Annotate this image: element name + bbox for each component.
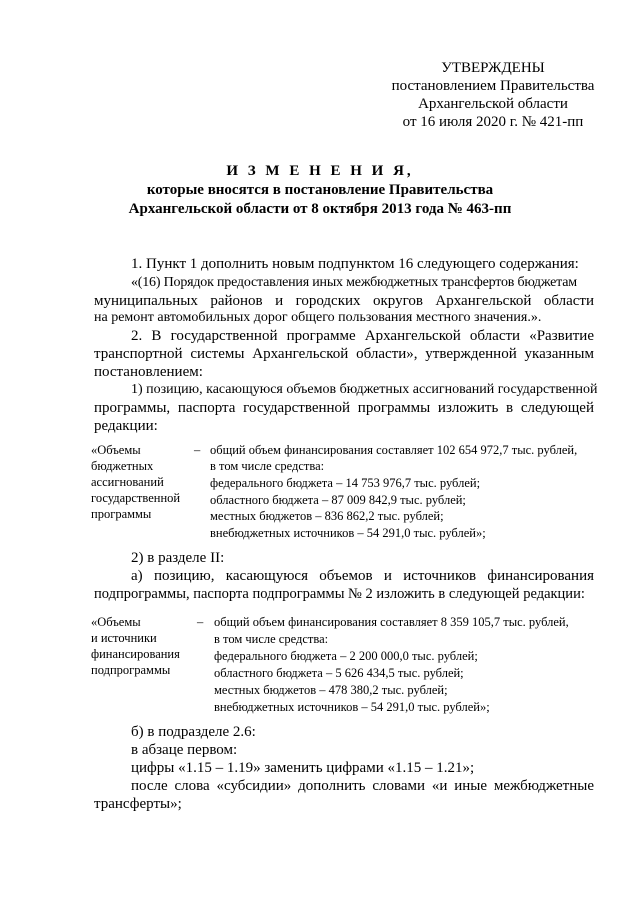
block-2-label-1: «Объемы: [91, 615, 141, 629]
block-2-line-3: федерального бюджета – 2 200 000,0 тыс. рублей;: [214, 649, 478, 663]
paragraph-4-line-3: цифры «1.15 – 1.19» заменить цифрами «1.15 – 1.21»;: [131, 760, 475, 776]
block-2-line-5: местных бюджетов – 478 380,2 тыс. рублей;: [214, 683, 448, 697]
paragraph-2-line-4: 1) позицию, касающуюся объемов бюджетных ассигнований государственной: [131, 382, 598, 397]
title-heading: И З М Е Н Е Н И Я,: [226, 163, 414, 179]
block-1-label-5: программы: [91, 507, 152, 521]
paragraph-4-line-2: в абзаце первом:: [131, 742, 238, 758]
block-2-line-1: общий объем финансирования составляет 8 359 105,7 тыс. рублей,: [214, 615, 569, 629]
paragraph-4-line-4: после слова «субсидии» дополнить словами «и иные межбюджетные: [131, 778, 594, 794]
block-1-line-2: в том числе средства:: [210, 459, 325, 473]
paragraph-4-line-5: трансферты»;: [94, 796, 182, 812]
block-2-line-2: в том числе средства:: [214, 632, 329, 646]
block-1-label-2: бюджетных: [91, 459, 154, 473]
block-1-dash: –: [194, 443, 201, 457]
paragraph-2-line-1: 2. В государственной программе Архангельской области «Развитие: [131, 328, 594, 344]
document-title: [90, 162, 550, 219]
approval-block: [380, 59, 606, 131]
paragraph-2-line-6: редакции:: [94, 418, 158, 434]
block-1-label-4: государственной: [91, 491, 181, 505]
paragraph-1-line-2: «(16) Порядок предоставления иных межбюджетных трансфертов бюджетам: [131, 275, 577, 290]
paragraph-4-line-1: б) в подразделе 2.6:: [131, 724, 256, 740]
block-1-line-1: общий объем финансирования составляет 102 654 972,7 тыс. рублей,: [210, 443, 578, 457]
paragraph-1-line-1: 1. Пункт 1 дополнить новым подпунктом 16 следующего содержания:: [131, 256, 579, 272]
block-2-dash: –: [197, 615, 204, 629]
approved-by-line: постановлением Правительства: [391, 78, 595, 94]
block-2-label-4: подпрограммы: [91, 663, 171, 677]
paragraph-2-line-5: программы, паспорта государственной программы изложить в следующей: [94, 400, 594, 416]
block-1-line-5: местных бюджетов – 836 862,2 тыс. рублей;: [210, 509, 444, 523]
block-1-label-3: ассигнований: [91, 475, 164, 489]
block-2-line-6: внебюджетных источников – 54 291,0 тыс. рублей»;: [214, 700, 490, 714]
paragraph-3-line-2: а) позицию, касающуюся объемов и источников финансирования: [131, 568, 594, 584]
paragraph-1-line-3: муниципальных районов и городских округов Архангельской области: [94, 293, 594, 309]
block-2-label-3: финансирования: [91, 647, 180, 661]
block-2-line-4: областного бюджета – 5 626 434,5 тыс. рублей;: [214, 666, 464, 680]
paragraph-3-line-1: 2) в разделе II:: [131, 550, 225, 566]
paragraph-1-line-4: на ремонт автомобильных дорог общего пользования местного значения.».: [94, 310, 542, 325]
block-1-line-6: внебюджетных источников – 54 291,0 тыс. рублей»;: [210, 526, 486, 540]
paragraph-2-line-2: транспортной системы Архангельской области», утвержденной указанным: [94, 346, 594, 362]
block-1-line-3: федерального бюджета – 14 753 976,7 тыс. рублей;: [210, 476, 481, 490]
block-1-label-1: «Объемы: [91, 443, 141, 457]
block-1-line-4: областного бюджета – 87 009 842,9 тыс. рублей;: [210, 493, 466, 507]
block-2-label-2: и источники: [91, 631, 157, 645]
paragraph-2-line-3: постановлением:: [94, 364, 203, 380]
title-line-3: Архангельской области от 8 октября 2013 года № 463-пп: [128, 201, 512, 217]
approved-date-line: от 16 июля 2020 г. № 421-пп: [402, 114, 584, 130]
approved-region-line: Архангельской области: [418, 96, 568, 112]
paragraph-3-line-3: подпрограммы, паспорта подпрограммы № 2 изложить в следующей редакции:: [94, 586, 585, 602]
title-line-2: которые вносятся в постановление Правительства: [146, 182, 494, 198]
approved-heading: УТВЕРЖДЕНЫ: [441, 60, 545, 76]
